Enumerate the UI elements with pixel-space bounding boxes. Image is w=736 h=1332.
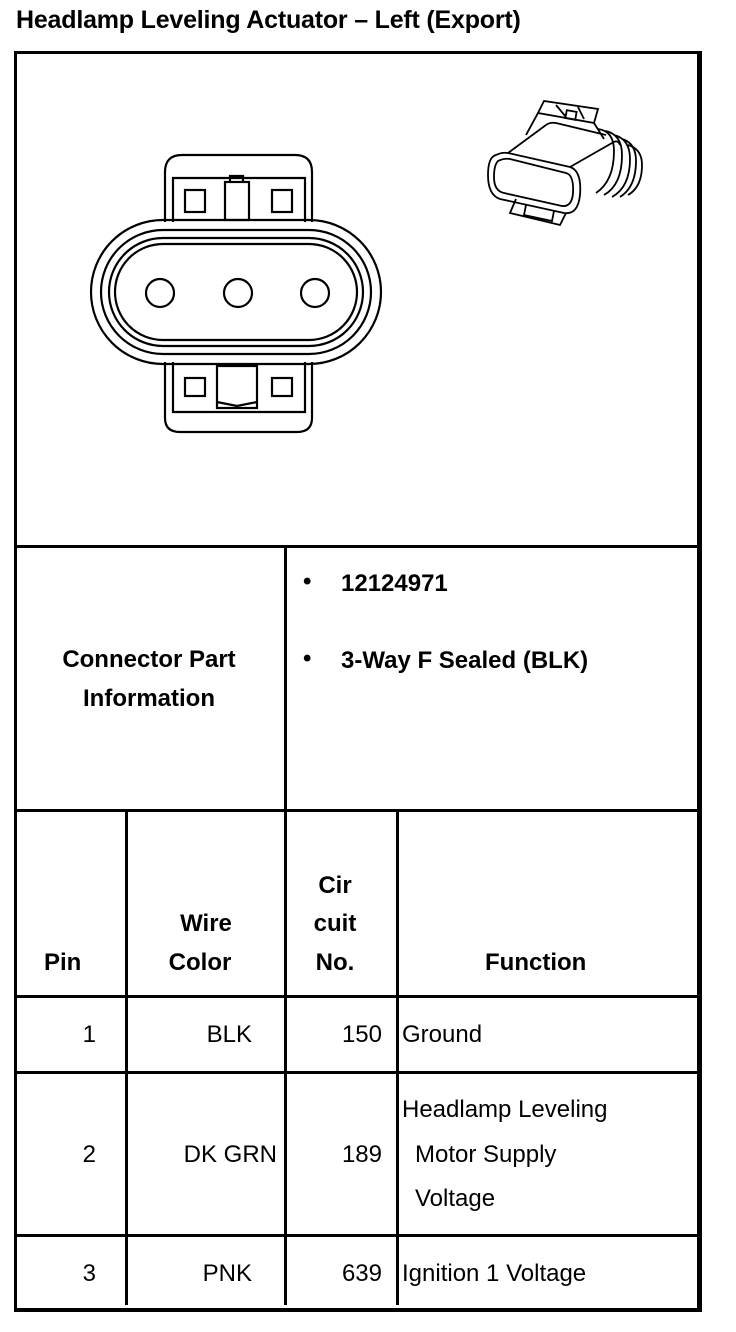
- part-number: 12124971: [341, 570, 448, 597]
- wire-color-cell: PNK: [202, 1260, 252, 1287]
- function-cell: Ignition 1 Voltage: [402, 1260, 587, 1287]
- divider-row1-bottom: [14, 1071, 699, 1074]
- wire-color-cell: DK GRN: [183, 1141, 277, 1168]
- divider-header-bottom: [14, 995, 699, 998]
- circuit-cell: 639: [341, 1260, 382, 1287]
- connector-iso-icon: [486, 95, 646, 230]
- header-function: Function: [485, 949, 587, 976]
- bullet-marker: •: [303, 568, 312, 595]
- function-cell-line2: Motor Supply: [415, 1141, 557, 1168]
- divider-circuit-col: [396, 809, 399, 1305]
- header-pin: Pin: [44, 949, 82, 976]
- divider-row2-bottom: [14, 1234, 699, 1237]
- pin-cell: 2: [82, 1141, 96, 1168]
- connector-face-3pin-icon: [85, 150, 385, 440]
- connector-description: 3-Way F Sealed (BLK): [341, 647, 589, 674]
- divider-image-bottom: [14, 545, 699, 548]
- header-wire-color-line2: Color: [168, 949, 232, 976]
- divider-info-bottom: [14, 809, 699, 812]
- header-circuit-line1: Cir: [318, 872, 352, 899]
- bullet-marker: •: [303, 645, 312, 672]
- connector-info-label-line1: Connector Part: [62, 646, 236, 673]
- divider-pin-col: [125, 809, 128, 1305]
- connector-info-label-line2: Information: [83, 685, 215, 712]
- wire-color-cell: BLK: [206, 1021, 252, 1048]
- function-cell-line1: Headlamp Leveling: [402, 1096, 608, 1123]
- header-circuit-line3: No.: [315, 949, 355, 976]
- page-title: Headlamp Leveling Actuator – Left (Export): [16, 6, 521, 34]
- function-cell: Ground: [402, 1021, 483, 1048]
- function-cell-line3: Voltage: [415, 1185, 496, 1212]
- header-wire-color-line1: Wire: [180, 910, 232, 937]
- header-circuit-line2: cuit: [313, 910, 357, 937]
- circuit-cell: 150: [341, 1021, 382, 1048]
- pin-cell: 3: [82, 1260, 96, 1287]
- pin-cell: 1: [82, 1021, 96, 1048]
- circuit-cell: 189: [341, 1141, 382, 1168]
